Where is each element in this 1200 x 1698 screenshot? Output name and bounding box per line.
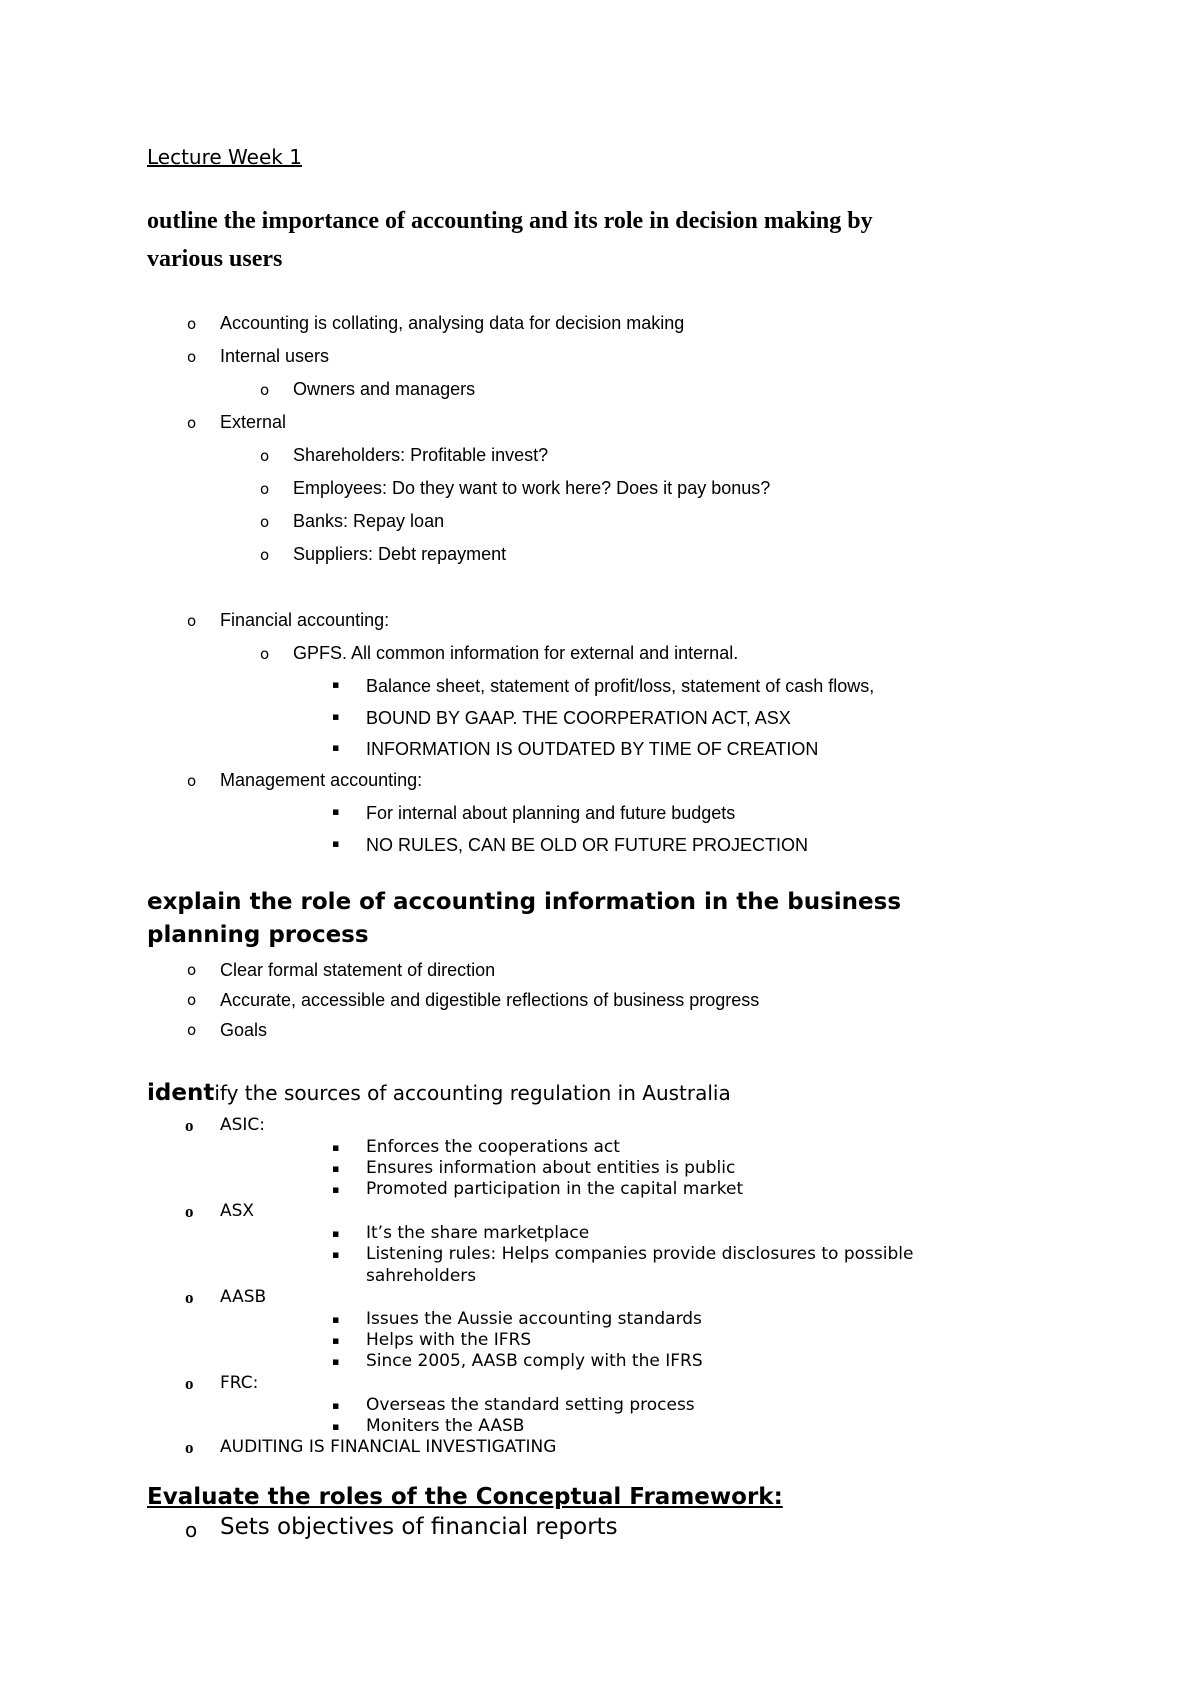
- bullet-marker: o: [185, 1202, 194, 1221]
- bullet-marker: o: [185, 1288, 194, 1307]
- bullet-marker: o: [187, 1021, 197, 1039]
- list-item: For internal about planning and future budgets: [366, 803, 736, 823]
- section-heading-planning-line1: explain the role of accounting information in the business: [147, 889, 902, 915]
- list-item: Ensures information about entities is public: [366, 1158, 736, 1178]
- list-item: GPFS. All common information for external and internal.: [293, 643, 739, 663]
- square-bullet-marker: ▪: [332, 1141, 340, 1154]
- section-heading-planning-line2: planning process: [147, 922, 369, 948]
- list-item: NO RULES, CAN BE OLD OR FUTURE PROJECTION: [366, 835, 809, 855]
- list-item: Clear formal statement of direction: [220, 960, 496, 980]
- bullet-marker: o: [185, 1116, 194, 1135]
- list-item: Owners and managers: [293, 379, 476, 399]
- square-bullet-marker: ▪: [332, 1227, 340, 1240]
- bullet-marker: o: [260, 480, 270, 498]
- square-bullet-marker: ▪: [332, 1420, 340, 1433]
- bullet-marker: o: [260, 645, 270, 663]
- section-heading-regulation-rest: ify the sources of accounting regulation in Australia: [214, 1081, 731, 1105]
- square-bullet-marker: ▪: [332, 710, 340, 723]
- list-item: Issues the Aussie accounting standards: [366, 1309, 702, 1329]
- list-item: Financial accounting:: [220, 610, 390, 630]
- bullet-marker: o: [260, 546, 270, 564]
- square-bullet-marker: ▪: [332, 1313, 340, 1326]
- bullet-marker: o: [187, 961, 197, 979]
- square-bullet-marker: ▪: [332, 1355, 340, 1368]
- list-item: AUDITING IS FINANCIAL INVESTIGATING: [220, 1437, 557, 1457]
- list-item: Employees: Do they want to work here? Does it pay bonus?: [293, 478, 771, 498]
- bullet-marker: o: [260, 513, 270, 531]
- square-bullet-marker: ▪: [332, 741, 340, 754]
- bullet-marker: o: [187, 348, 197, 366]
- list-item: ASIC:: [220, 1115, 266, 1135]
- section-heading-importance-line2: various users: [147, 246, 283, 272]
- list-item: Internal users: [220, 346, 330, 366]
- list-item: ASX: [220, 1201, 255, 1221]
- bullet-marker: o: [185, 1438, 194, 1457]
- list-item: INFORMATION IS OUTDATED BY TIME OF CREATION: [366, 739, 819, 759]
- bullet-marker: o: [260, 447, 270, 465]
- list-item: Moniters the AASB: [366, 1416, 525, 1436]
- square-bullet-marker: ▪: [332, 837, 340, 850]
- list-item: Promoted participation in the capital market: [366, 1179, 744, 1199]
- list-item: Management accounting:: [220, 770, 423, 790]
- list-item: Goals: [220, 1020, 268, 1040]
- square-bullet-marker: ▪: [332, 1248, 340, 1261]
- list-item: Listening rules: Helps companies provide disclosures to possible: [366, 1244, 914, 1264]
- list-item: External: [220, 412, 287, 432]
- square-bullet-marker: ▪: [332, 1399, 340, 1412]
- list-item: Enforces the cooperations act: [366, 1137, 620, 1157]
- list-item: Accurate, accessible and digestible reflections of business progress: [220, 990, 760, 1010]
- list-item: BOUND BY GAAP. THE COORPERATION ACT, ASX: [366, 708, 791, 728]
- bullet-marker: o: [187, 612, 197, 630]
- list-item: Since 2005, AASB comply with the IFRS: [366, 1351, 703, 1371]
- bullet-marker: o: [187, 315, 197, 333]
- list-item: Overseas the standard setting process: [366, 1395, 695, 1415]
- square-bullet-marker: ▪: [332, 1334, 340, 1347]
- list-item-continuation: sahreholders: [366, 1266, 477, 1286]
- section-heading-importance-line1: outline the importance of accounting and its role in decision making by: [147, 208, 873, 234]
- list-item: FRC:: [220, 1373, 259, 1393]
- bullet-marker: o: [260, 381, 270, 399]
- page-title: Lecture Week 1: [147, 145, 302, 169]
- list-item: Accounting is collating, analysing data for decision making: [220, 313, 685, 333]
- list-item: Shareholders: Profitable invest?: [293, 445, 549, 465]
- bullet-marker: o: [185, 1518, 198, 1542]
- square-bullet-marker: ▪: [332, 1183, 340, 1196]
- list-item: Sets objectives of financial reports: [220, 1514, 618, 1540]
- list-item: Suppliers: Debt repayment: [293, 544, 507, 564]
- bullet-marker: o: [185, 1374, 194, 1393]
- section-heading-conceptual-framework: Evaluate the roles of the Conceptual Framework:: [147, 1484, 783, 1510]
- list-item: It’s the share marketplace: [366, 1223, 590, 1243]
- bullet-marker: o: [187, 991, 197, 1009]
- list-item: Balance sheet, statement of profit/loss, statement of cash flows,: [366, 676, 875, 696]
- section-heading-regulation: [147, 1082, 731, 1105]
- square-bullet-marker: ▪: [332, 1162, 340, 1175]
- list-item: Helps with the IFRS: [366, 1330, 532, 1350]
- section-heading-regulation-bold: ident: [147, 1080, 215, 1106]
- square-bullet-marker: ▪: [332, 678, 340, 691]
- list-item: AASB: [220, 1287, 267, 1307]
- list-item: Banks: Repay loan: [293, 511, 445, 531]
- bullet-marker: o: [187, 414, 197, 432]
- square-bullet-marker: ▪: [332, 805, 340, 818]
- bullet-marker: o: [187, 772, 197, 790]
